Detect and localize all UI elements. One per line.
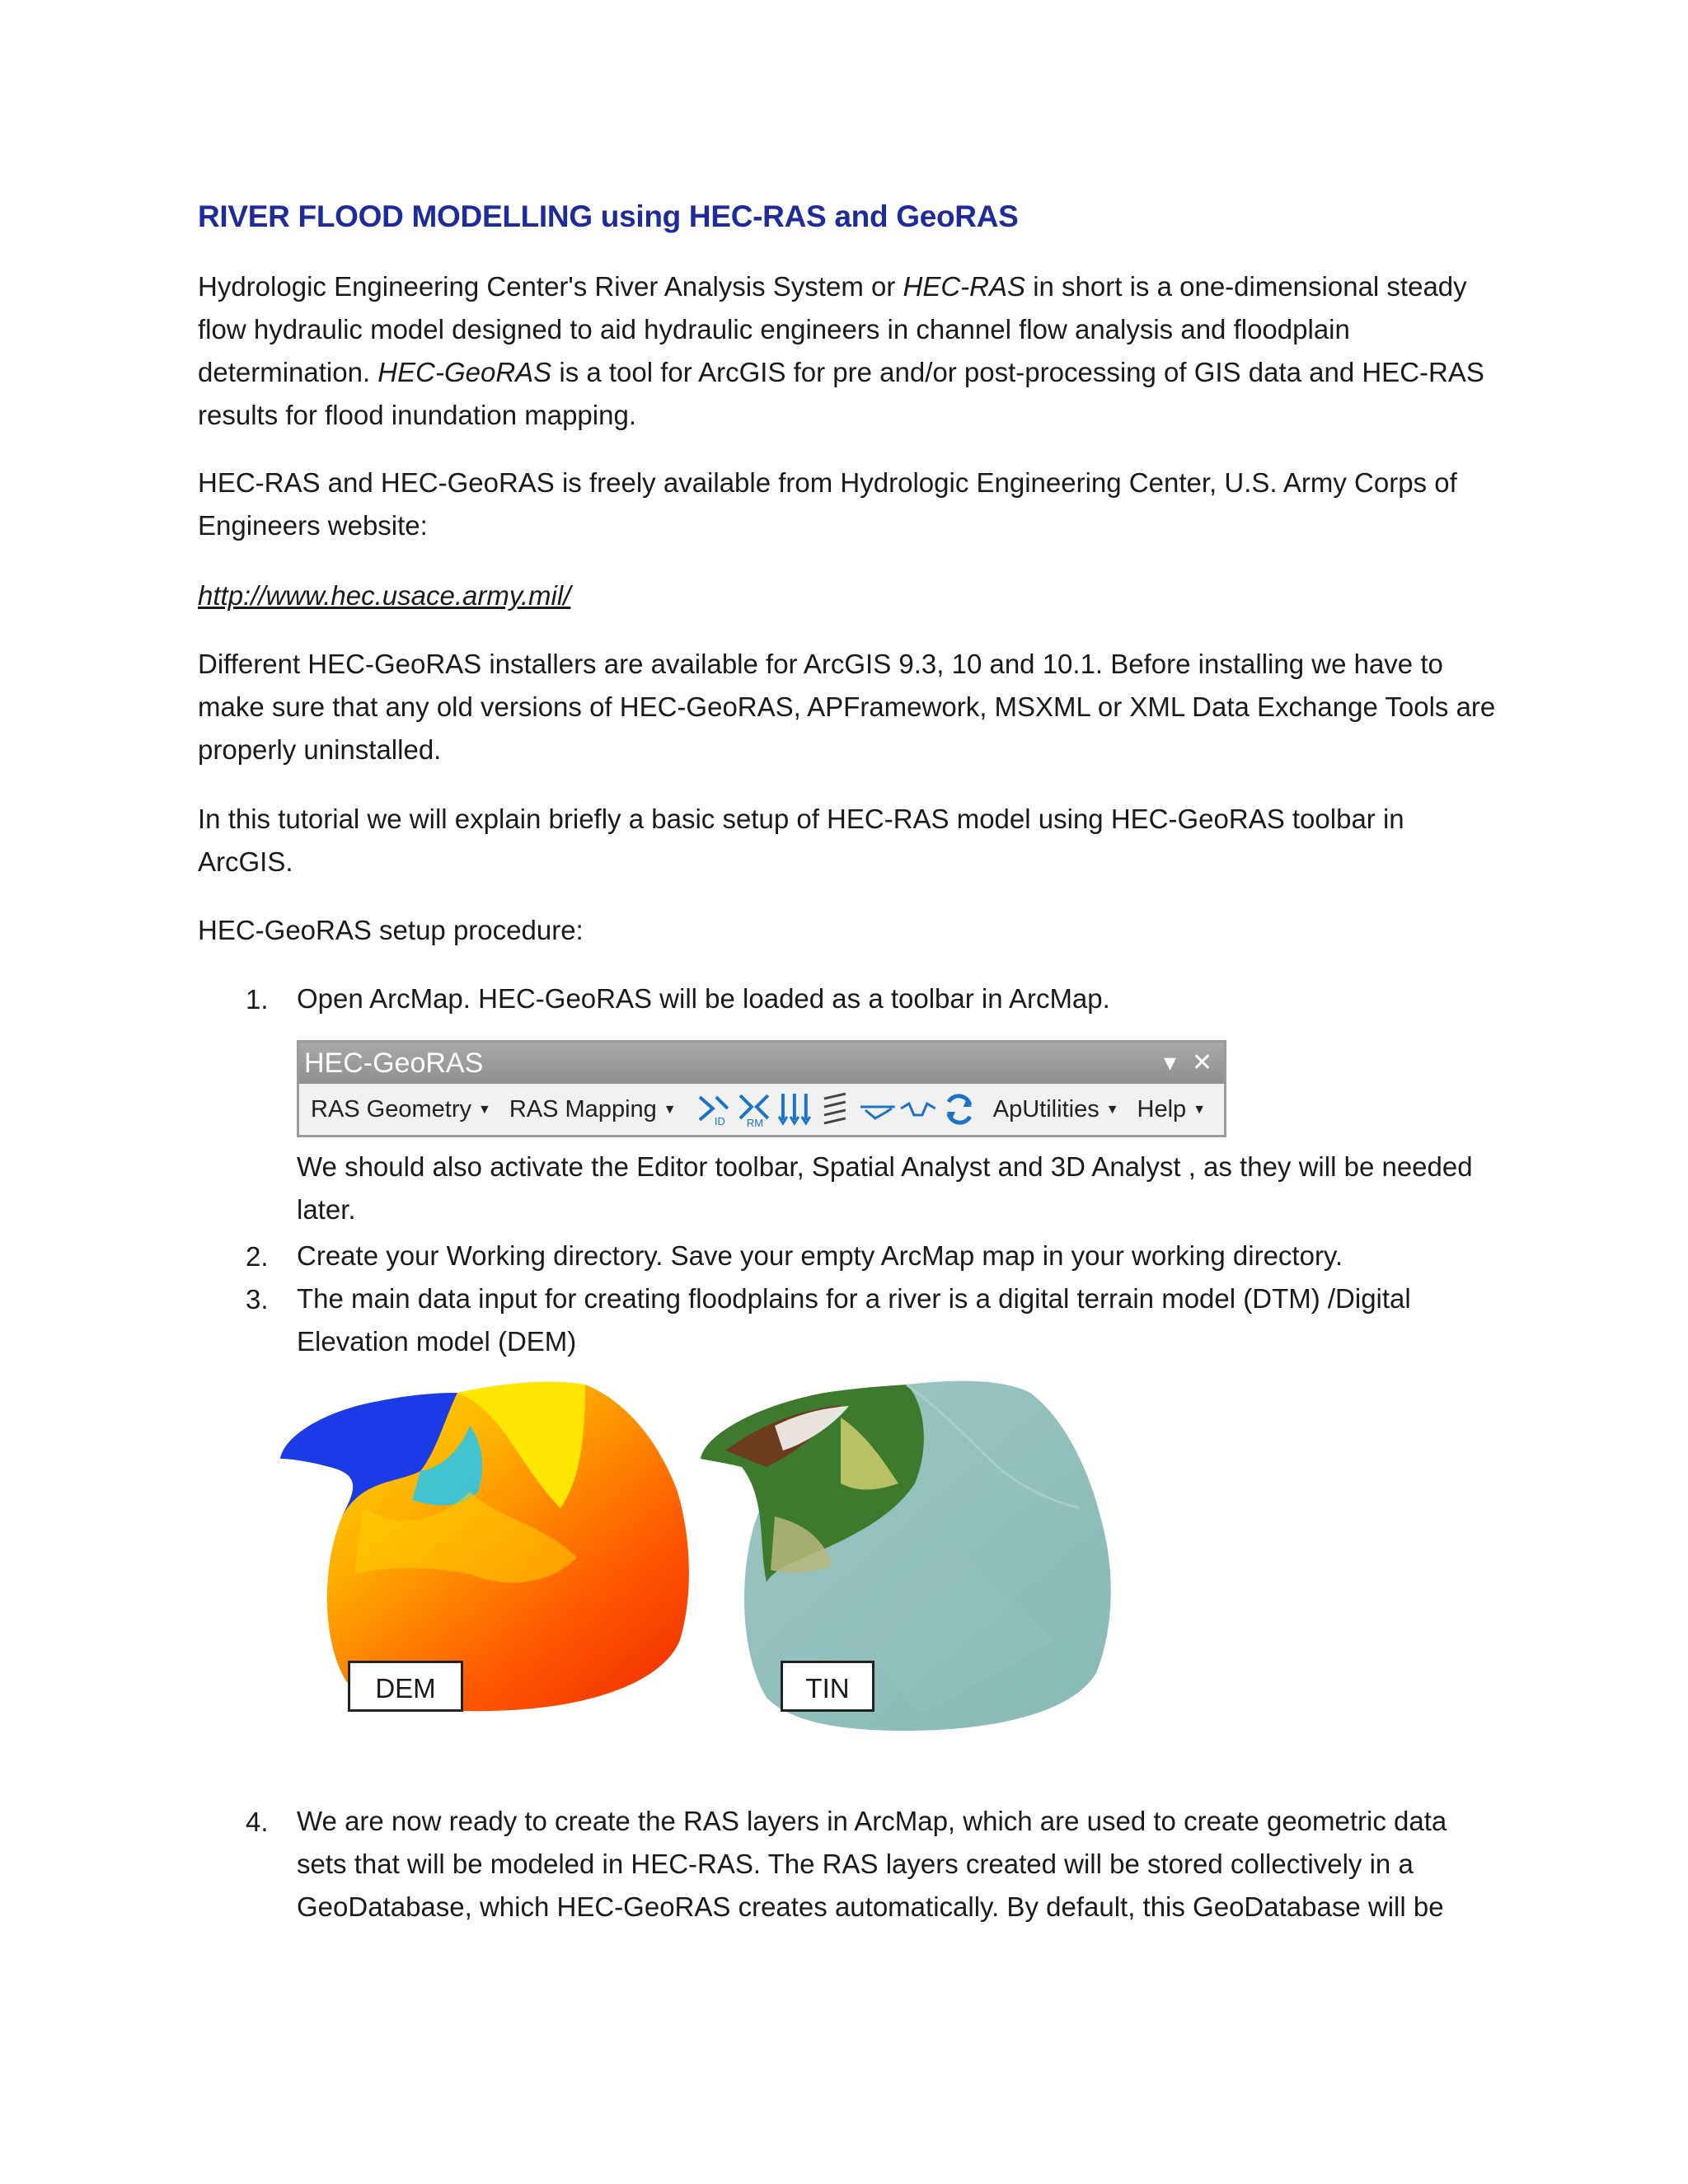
chevron-down-icon: ▼ bbox=[1105, 1102, 1119, 1117]
toolbar-options-icon[interactable]: ▾ bbox=[1163, 1049, 1176, 1076]
svg-text:RM: RM bbox=[747, 1116, 764, 1128]
step-number: 1. bbox=[246, 984, 269, 1015]
cross-section-icon[interactable] bbox=[859, 1090, 897, 1128]
installers-paragraph: Different HEC-GeoRAS installers are available for ArcGIS 9.3, 10 and 10.1. Before installing we have to make sure that any old versions of HEC-GeoRAS, APFramework, MSXML or XML Data Exchange Tools are properly uninstalled. bbox=[198, 649, 1496, 765]
hec-georas-toolbar bbox=[297, 1040, 1226, 1137]
step-note: We should also activate the Editor toolbar, Spatial Analyst and 3D Analyst , as they will be needed later. bbox=[297, 1151, 1473, 1225]
help-menu[interactable] bbox=[1137, 1096, 1207, 1123]
rm-icon[interactable] bbox=[735, 1090, 773, 1128]
step-number: 4. bbox=[246, 1807, 269, 1837]
chevron-down-icon: ▼ bbox=[478, 1102, 491, 1117]
chevron-down-icon: ▼ bbox=[663, 1102, 677, 1117]
toolbar-titlebar bbox=[299, 1043, 1224, 1084]
georas-term: HEC-GeoRAS bbox=[377, 357, 552, 387]
svg-text:ID: ID bbox=[714, 1114, 725, 1127]
toolbar-title: HEC-GeoRAS bbox=[304, 1047, 484, 1079]
availability-paragraph: HEC-RAS and HEC-GeoRAS is freely available from Hydrologic Engineering Center, U.S. Army Corps of Engineers website: bbox=[198, 467, 1457, 541]
ras-geometry-label: RAS Geometry bbox=[311, 1095, 471, 1122]
aputilities-menu[interactable] bbox=[993, 1096, 1119, 1123]
ras-mapping-menu[interactable] bbox=[509, 1096, 677, 1123]
aputilities-label: ApUtilities bbox=[992, 1095, 1100, 1122]
setup-heading: HEC-GeoRAS setup procedure: bbox=[198, 915, 584, 945]
ras-mapping-label: RAS Mapping bbox=[509, 1095, 657, 1122]
step-text: The main data input for creating floodplains for a river is a digital terrain model (DTM) /Digital Elevation model (DEM) bbox=[297, 1283, 1411, 1357]
document-title: RIVER FLOOD MODELLING using HEC-RAS and GeoRAS bbox=[198, 199, 1019, 233]
intro-text-3: is a tool for ArcGIS for pre and/or post-processing of GIS data and HEC-RAS results for flood inundation mapping. bbox=[198, 357, 1484, 430]
dem-tin-figure bbox=[198, 1368, 1352, 1764]
step-text: Create your Working directory. Save your empty ArcMap map in your working directory. bbox=[297, 1240, 1343, 1271]
toolbar-row bbox=[299, 1084, 1224, 1135]
intro-text-2: in short is a one-dimensional steady flow hydraulic model designed to aid hydraulic engineers in channel flow analysis and floodplain determination. bbox=[198, 271, 1467, 387]
intro-text-1: Hydrologic Engineering Center's River Analysis System or bbox=[198, 271, 903, 302]
step-number: 2. bbox=[246, 1241, 269, 1272]
hec-website-link[interactable]: http://www.hec.usace.army.mil/ bbox=[198, 580, 571, 611]
dem-label: DEM bbox=[348, 1661, 463, 1712]
dem-map bbox=[280, 1382, 689, 1711]
tin-label: TIN bbox=[781, 1661, 874, 1712]
close-icon[interactable]: ✕ bbox=[1191, 1049, 1212, 1076]
ras-geometry-menu[interactable] bbox=[311, 1096, 491, 1123]
step-text: Open ArcMap. HEC-GeoRAS will be loaded as a toolbar in ArcMap. bbox=[297, 983, 1110, 1014]
bank-icon[interactable] bbox=[899, 1090, 937, 1128]
intro-paragraph bbox=[198, 265, 1500, 437]
tutorial-paragraph: In this tutorial we will explain briefly a basic setup of HEC-RAS model using HEC-GeoRAS toolbar in ArcGIS. bbox=[198, 804, 1404, 877]
layers-icon[interactable] bbox=[818, 1090, 856, 1128]
flow-arrows-icon[interactable] bbox=[776, 1090, 814, 1128]
hecras-term: HEC-RAS bbox=[903, 271, 1026, 302]
refresh-icon[interactable] bbox=[940, 1090, 978, 1128]
help-label: Help bbox=[1137, 1095, 1187, 1122]
tin-map bbox=[701, 1381, 1111, 1731]
chevron-down-icon: ▼ bbox=[1193, 1102, 1207, 1117]
id-icon[interactable] bbox=[695, 1090, 733, 1128]
hec-link-paragraph bbox=[198, 574, 1500, 617]
step-text: We are now ready to create the RAS layers in ArcMap, which are used to create geometric data sets that will be modeled in HEC-RAS. The RAS layers created will be stored collectively in a GeoDatabase, which HEC-GeoRAS creates automatically. By default, this GeoDatabase will be bbox=[297, 1806, 1447, 1922]
step-number: 3. bbox=[246, 1284, 269, 1315]
